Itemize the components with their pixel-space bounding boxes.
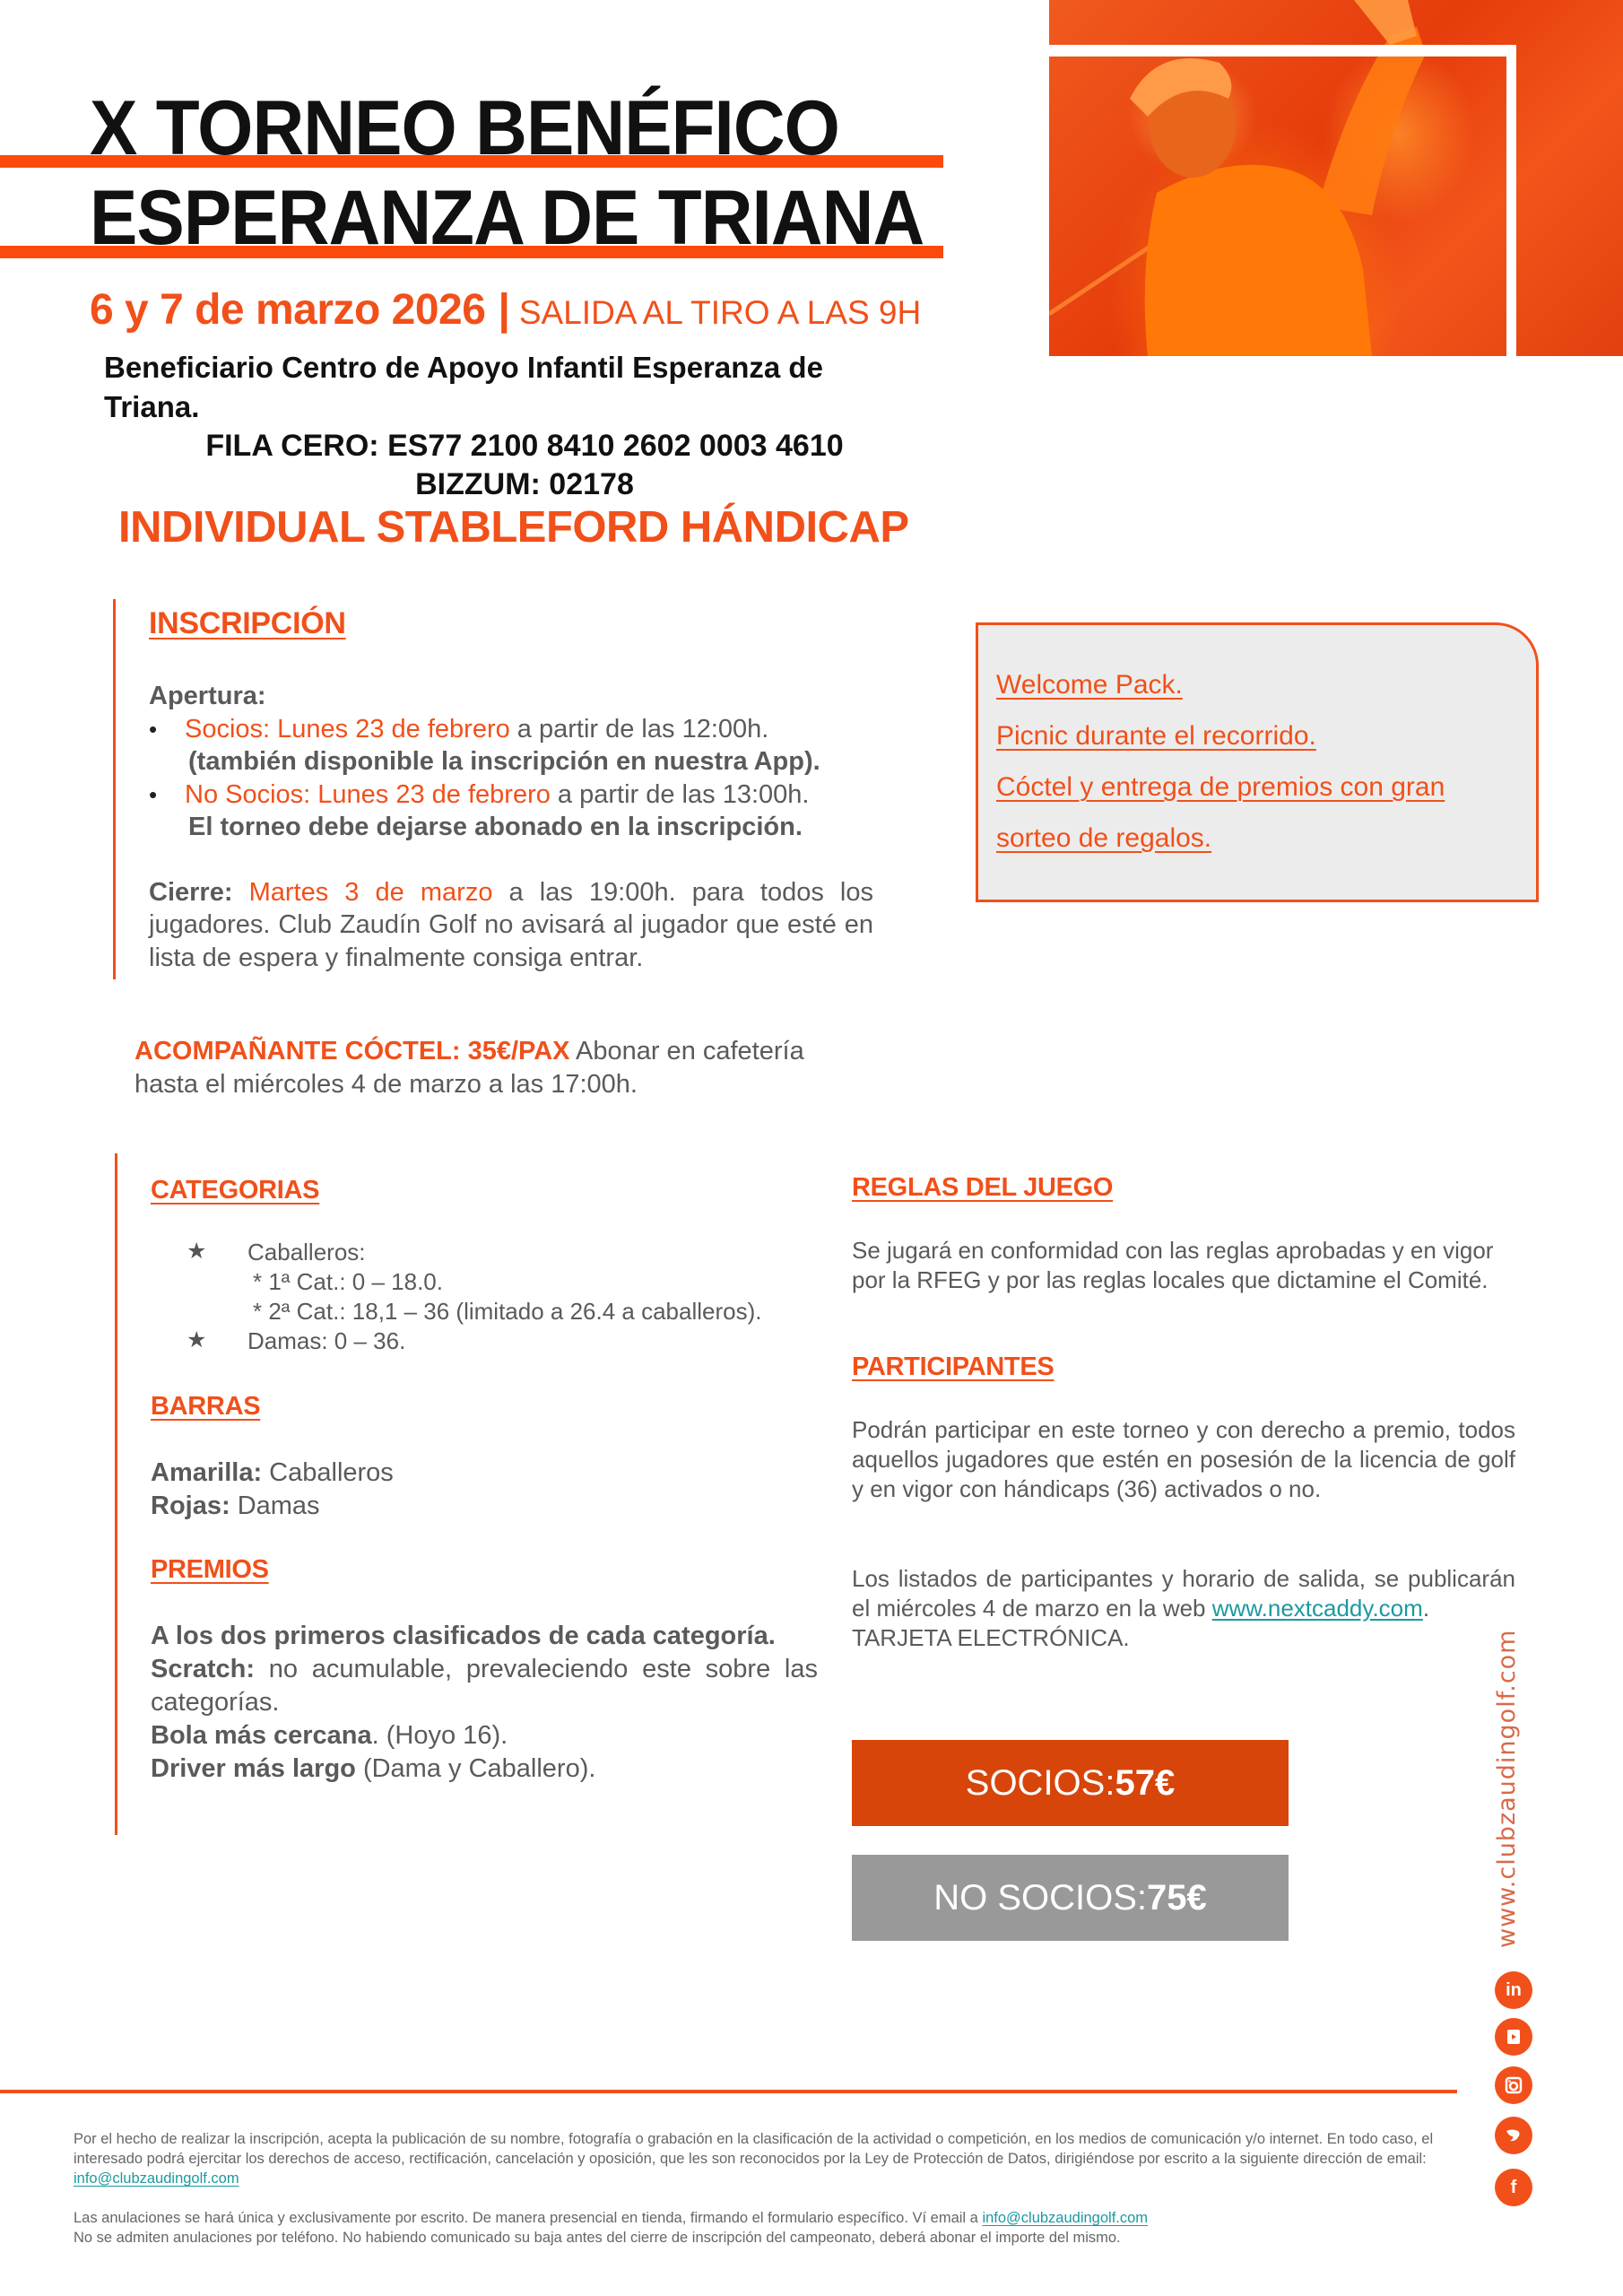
reglas-heading: REGLAS DEL JUEGO (852, 1173, 1114, 1202)
categories-list (187, 1238, 762, 1356)
inscripcion-heading: INSCRIPCIÓN (149, 606, 346, 640)
participantes-text: Podrán participar en este torneo y con derecho a premio, todos aquellos jugadores que estén en posesión de la licencia de golf y en vigor con hándicaps (36) activados o no. (852, 1416, 1515, 1502)
instagram-icon[interactable] (1495, 2066, 1532, 2104)
driver-label: Driver más largo (151, 1754, 356, 1783)
tarjeta-electronica: TARJETA ELECTRÓNICA. (852, 1624, 1130, 1651)
cancel-line-2: No se admiten anulaciones por teléfono. No habiendo comunicado su baja antes del cierre de inscripción del campeonato, deberá abonar el importe del mismo. (74, 2230, 1121, 2246)
cierre-date: Martes 3 de marzo (248, 877, 493, 907)
price-amount: 75€ (1147, 1877, 1207, 1918)
game-modality: INDIVIDUAL STABLEFORD HÁNDICAP (118, 503, 909, 552)
included-services-box (976, 622, 1539, 902)
service-picnic[interactable]: Picnic durante el recorrido. (996, 721, 1316, 751)
cancel-text: Las anulaciones se hará única y exclusivamente por escrito. De manera presencial en tienda, firmando el formulario específico. Ví email a (74, 2210, 983, 2226)
start-format: SALIDA AL TIRO A LAS 9H (518, 294, 922, 331)
price-no-socios (852, 1855, 1289, 1941)
hero-frame-right (1506, 45, 1516, 356)
barra-row (151, 1457, 394, 1490)
inscripcion-body (149, 680, 873, 974)
premios-driver (151, 1752, 818, 1786)
premios-scratch (151, 1653, 818, 1719)
barra-row (151, 1490, 394, 1523)
reglas-text: Se jugará en conformidad con las reglas aprobadas y en vigor por la RFEG y por las reglas locales que dictamine el Comité. (852, 1237, 1494, 1293)
beneficiary-text: Beneficiario Centro de Apoyo Infantil Esperanza de Triana. (104, 351, 823, 423)
scratch-label: Scratch: (151, 1655, 256, 1683)
cierre-text: a las 19:00h. para todos los jugadores. Club Zaudín Golf no avisará al jugador que esté en lista de espera y finalmente consiga entrar. (149, 877, 873, 972)
privacy-email-link[interactable]: info@clubzaudingolf.com (74, 2170, 239, 2187)
privacy-text: Por el hecho de realizar la inscripción, acepta la publicación de su nombre, fotografía o grabación en la clasificación de la actividad o competición, en los medios de comunicación y/o internet. En todo caso, el interesado podrá ejercitar los derechos de acceso, rectificación, cancelación y oposición, que les son reconocidos por la Ley de Protección de Datos, dirigiéndose por escrito a la siguiente dirección de email: (74, 2131, 1434, 2167)
service-raffle[interactable]: sorteo de regalos. (996, 823, 1212, 853)
category-label: Caballeros: (247, 1239, 366, 1265)
section-accent-line (115, 1153, 117, 1835)
listados-info (852, 1564, 1515, 1653)
bullet-icon: • (149, 715, 158, 743)
cancel-email-link[interactable]: info@clubzaudingolf.com (982, 2210, 1149, 2226)
listados-paragraph (852, 1564, 1515, 1623)
barras-list (151, 1457, 394, 1523)
cierre-label: Cierre: (149, 877, 233, 907)
star-icon: ★ (187, 1327, 207, 1352)
bola-label: Bola más cercana (151, 1721, 372, 1750)
price-socios (852, 1740, 1289, 1826)
companion-price: ACOMPAÑANTE CÓCTEL: 35€/PAX (135, 1037, 570, 1065)
cancellation-notice (74, 2208, 1454, 2248)
twitter-glyph (1504, 2126, 1523, 2145)
event-date-line (90, 285, 921, 335)
youtube-glyph (1505, 2028, 1523, 2046)
bizzum-code: BIZZUM: 02178 (415, 467, 634, 501)
premios-heading: PREMIOS (151, 1555, 269, 1584)
bullet-icon: • (149, 780, 158, 808)
apertura-time: a partir de las 13:00h. (550, 779, 810, 809)
facebook-icon[interactable]: f (1495, 2169, 1532, 2206)
barra-value: Caballeros (262, 1458, 394, 1487)
barra-label: Amarilla: (151, 1458, 263, 1487)
driver-text: (Dama y Caballero). (355, 1754, 596, 1783)
categorias-heading: CATEGORIAS (151, 1176, 320, 1205)
price-label: NO SOCIOS: (933, 1877, 1148, 1918)
cierre-paragraph (149, 876, 873, 975)
service-cocktail[interactable]: Cóctel y entrega de premios con gran (996, 772, 1445, 802)
nextcaddy-link[interactable]: www.nextcaddy.com (1211, 1595, 1423, 1622)
category-label: Damas: 0 – 36. (247, 1327, 406, 1354)
star-icon: ★ (187, 1239, 207, 1264)
apertura-item-socios (149, 713, 873, 746)
fila-cero-iban: FILA CERO: ES77 2100 8410 2602 0003 4610 (205, 429, 844, 463)
listados-text: Los listados de participantes y horario de salida, se publicarán el miércoles 4 de marzo en la web (852, 1565, 1515, 1622)
club-website-vertical[interactable]: www.clubzaudingolf.com (1493, 1629, 1521, 1948)
price-amount: 57€ (1115, 1762, 1176, 1803)
companion-cocktail-info (135, 1035, 834, 1101)
apertura-label: Apertura: (149, 682, 266, 710)
barra-value: Damas (230, 1492, 320, 1520)
premios-body (151, 1620, 818, 1786)
category-2: * 2ª Cat.: 18,1 – 36 (limitado a 26.4 a caballeros). (253, 1298, 762, 1325)
service-welcome-pack[interactable]: Welcome Pack. (996, 670, 1183, 700)
privacy-notice (74, 2129, 1454, 2188)
apertura-date: Socios: Lunes 23 de febrero (185, 714, 510, 744)
twitter-icon[interactable] (1495, 2117, 1532, 2154)
date-separator: | (498, 286, 510, 334)
apertura-note: El torneo debe dejarse abonado en la inscripción. (188, 813, 803, 841)
linkedin-icon[interactable]: in (1495, 1971, 1532, 2009)
category-damas (187, 1326, 762, 1356)
hero-golfer-photo (1049, 0, 1623, 356)
page-title-line-1: X TORNEO BENÉFICO (90, 85, 839, 171)
youtube-icon[interactable] (1495, 2018, 1532, 2056)
page-title-line-2: ESPERANZA DE TRIANA (90, 175, 924, 261)
premios-bola (151, 1719, 818, 1752)
apertura-item-no-socios (149, 778, 873, 812)
apertura-date: No Socios: Lunes 23 de febrero (185, 779, 551, 809)
instagram-glyph (1504, 2075, 1523, 2095)
premios-line-1: A los dos primeros clasificados de cada categoría. (151, 1622, 776, 1650)
price-label: SOCIOS: (965, 1762, 1115, 1803)
companion-text: Abonar en cafetería hasta el miércoles 4 de marzo a las 17:00h. (135, 1037, 804, 1099)
scratch-text: no acumulable, prevaleciendo este sobre las categorías. (151, 1655, 818, 1717)
event-date: 6 y 7 de marzo 2026 (90, 286, 486, 334)
bola-text: . (Hoyo 16). (371, 1721, 508, 1750)
participantes-heading: PARTICIPANTES (852, 1352, 1055, 1381)
barras-heading: BARRAS (151, 1392, 261, 1421)
hero-frame-top (1049, 45, 1515, 57)
apertura-note: (también disponible la inscripción en nuestra App). (188, 747, 820, 776)
link-suffix: . (1422, 1595, 1430, 1622)
category-caballeros (187, 1238, 762, 1267)
cancel-line-1 (74, 2208, 1454, 2228)
footer-divider (0, 2090, 1457, 2093)
section-accent-line (113, 599, 116, 979)
category-1: * 1ª Cat.: 0 – 18.0. (253, 1268, 443, 1295)
apertura-time: a partir de las 12:00h. (509, 714, 769, 744)
barra-label: Rojas: (151, 1492, 230, 1520)
